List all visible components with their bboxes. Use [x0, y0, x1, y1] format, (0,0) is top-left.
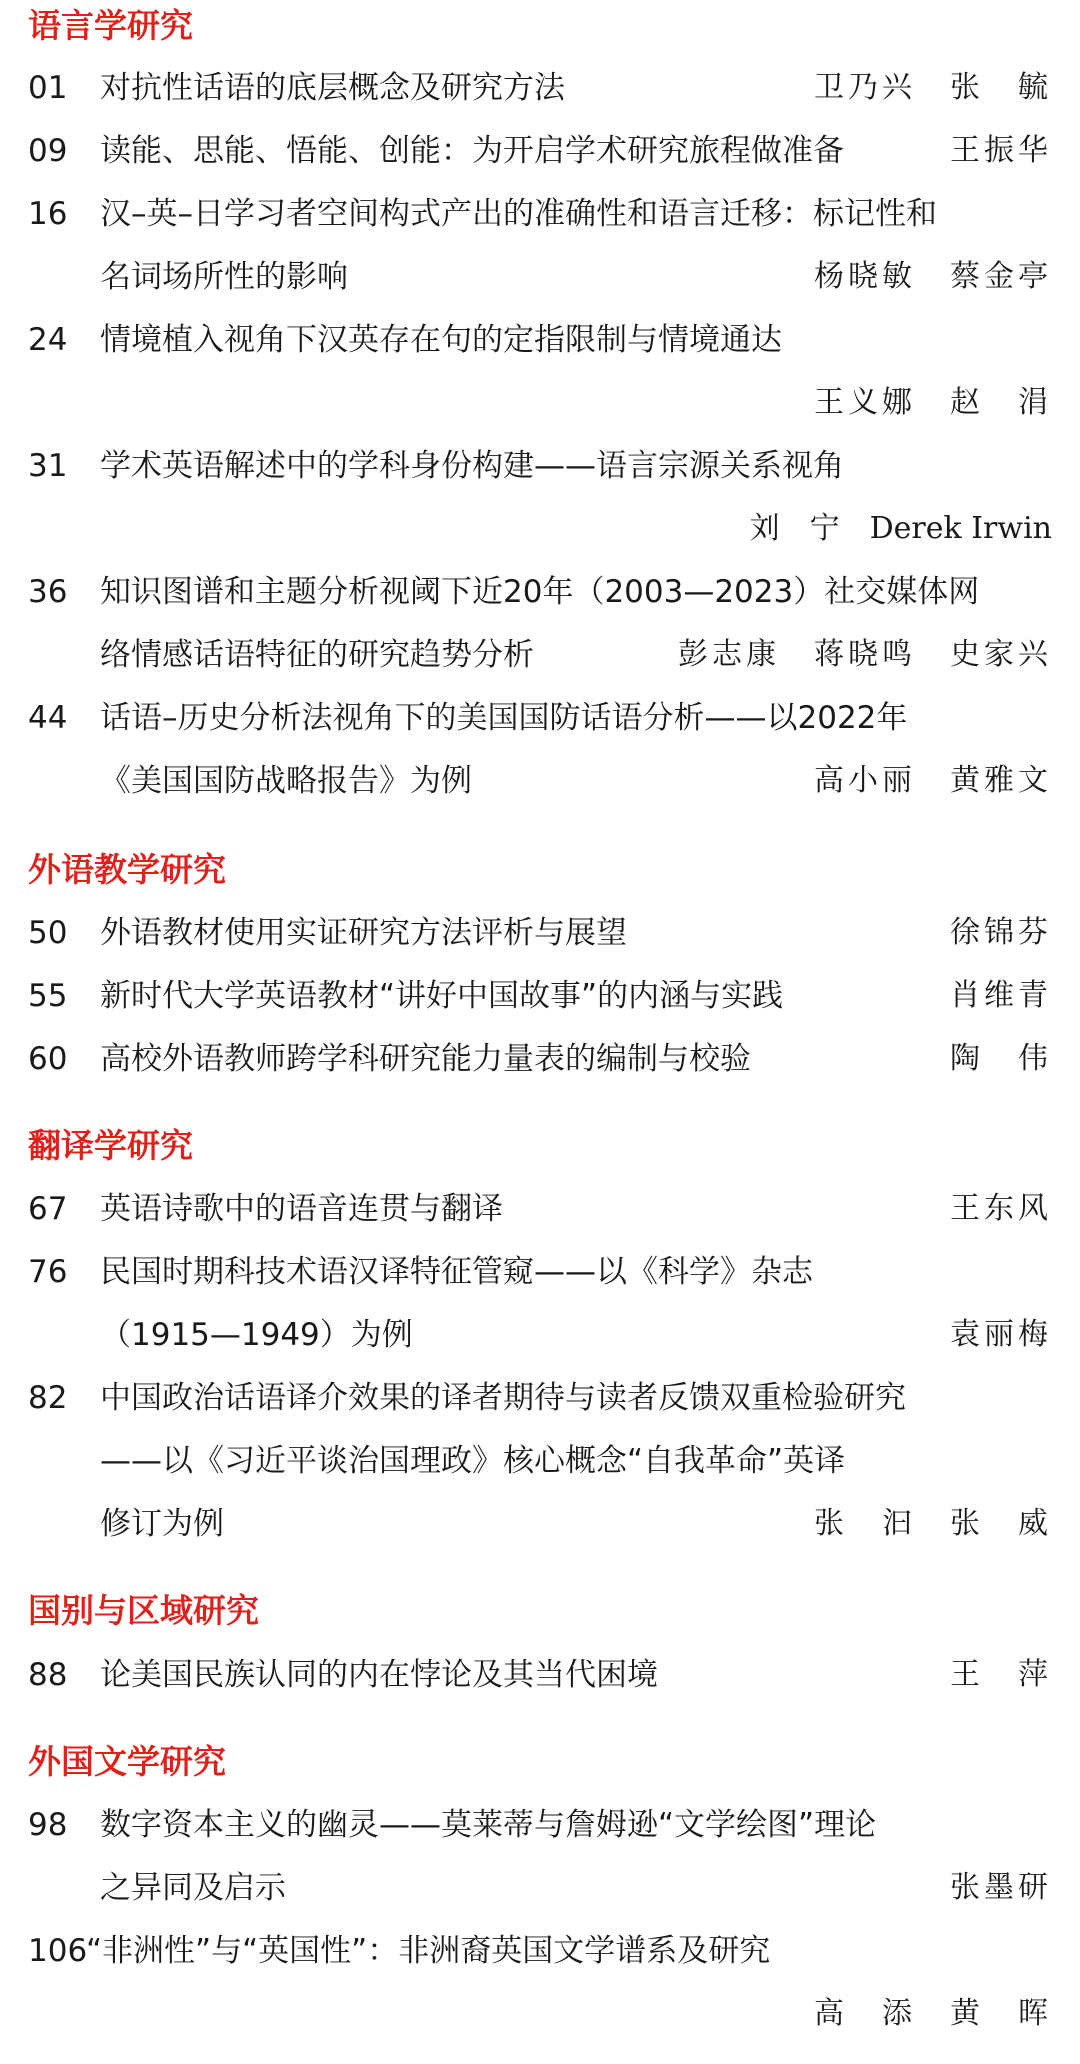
article-title-line: ——以《习近平谈治国理政》核心概念“自我革命”英译 [100, 1443, 846, 1479]
article-authors: 王义娜 赵 涓 [814, 385, 1052, 420]
page-number: 82 [28, 1380, 68, 1416]
article-authors: 徐锦芬 [950, 915, 1052, 950]
article-title-line: 外语教材使用实证研究方法评析与展望 [100, 915, 627, 951]
article-title-line: 论美国民族认同的内在悖论及其当代困境 [100, 1657, 658, 1693]
article-title-line: 民国时期科技术语汉译特征管窥——以《科学》杂志 [100, 1254, 813, 1290]
article-authors: 王振华 [950, 133, 1052, 168]
page-number: 01 [28, 70, 68, 106]
article-title-line: 之异同及启示 [100, 1870, 286, 1906]
article-authors: 肖维青 [950, 978, 1052, 1013]
article-title-line: 中国政治话语译介效果的译者期待与读者反馈双重检验研究 [100, 1380, 906, 1416]
article-title-line: 情境植入视角下汉英存在句的定指限制与情境通达 [100, 322, 782, 358]
article-title-line: 读能、思能、悟能、创能：为开启学术研究旅程做准备 [100, 133, 844, 169]
page-number: 88 [28, 1657, 68, 1693]
article-authors: 袁丽梅 [950, 1317, 1052, 1352]
page-number: 09 [28, 133, 68, 169]
article-authors: 王 萍 [950, 1657, 1052, 1692]
article-authors: 王东风 [950, 1191, 1052, 1226]
article-title-line: 络情感话语特征的研究趋势分析 [100, 637, 534, 673]
section-heading: 外语教学研究 [28, 850, 226, 889]
section-heading: 外国文学研究 [28, 1742, 226, 1781]
page-number: 24 [28, 322, 68, 358]
article-authors: 杨晓敏 蔡金亭 [814, 259, 1052, 294]
page-number: 76 [28, 1254, 68, 1290]
article-authors: 陶 伟 [950, 1041, 1052, 1076]
section-heading: 国别与区域研究 [28, 1591, 259, 1630]
page-number: 31 [28, 448, 68, 484]
article-authors: 彭志康 蒋晓鸣 史家兴 [678, 637, 1052, 672]
article-authors: 高小丽 黄雅文 [814, 763, 1052, 798]
section-heading: 翻译学研究 [28, 1126, 193, 1165]
page-number: 106 [28, 1933, 88, 1969]
article-authors: 张墨研 [950, 1870, 1052, 1905]
article-authors: 卫乃兴 张 毓 [814, 70, 1052, 105]
article-title-line: 高校外语教师跨学科研究能力量表的编制与校验 [100, 1041, 751, 1077]
article-title-line: 名词场所性的影响 [100, 259, 348, 295]
article-authors: 张 汩 张 威 [814, 1506, 1052, 1541]
article-title-line: 汉–英–日学习者空间构式产出的准确性和语言迁移：标记性和 [100, 196, 937, 232]
page-number: 55 [28, 978, 68, 1014]
page-number: 36 [28, 574, 68, 610]
article-title-line: 知识图谱和主题分析视阈下近20年（2003—2023）社交媒体网 [100, 574, 980, 610]
page-number: 44 [28, 700, 68, 736]
article-title-line: （1915—1949）为例 [100, 1317, 413, 1353]
article-title-line: 学术英语解述中的学科身份构建——语言宗源关系视角 [100, 448, 844, 484]
section-heading: 语言学研究 [28, 6, 193, 45]
page-number: 60 [28, 1041, 68, 1077]
article-title-line: “非洲性”与“英国性”：非洲裔英国文学谱系及研究 [86, 1933, 771, 1969]
page-number: 16 [28, 196, 68, 232]
article-title-line: 新时代大学英语教材“讲好中国故事”的内涵与实践 [100, 978, 784, 1014]
page-number: 67 [28, 1191, 68, 1227]
article-authors: 高 添 黄 晖 [814, 1996, 1052, 2031]
article-title-line: 修订为例 [100, 1506, 224, 1542]
article-title-line: 《美国国防战略报告》为例 [100, 763, 472, 799]
article-title-line: 对抗性话语的底层概念及研究方法 [100, 70, 565, 106]
article-title-line: 数字资本主义的幽灵——莫莱蒂与詹姆逊“文学绘图”理论 [100, 1807, 877, 1843]
article-title-line: 英语诗歌中的语音连贯与翻译 [100, 1191, 503, 1227]
page-number: 50 [28, 915, 68, 951]
article-title-line: 话语–历史分析法视角下的美国国防话语分析——以2022年 [100, 700, 908, 736]
page-number: 98 [28, 1807, 68, 1843]
article-authors: 刘 宁 Derek Irwin [749, 511, 1052, 546]
